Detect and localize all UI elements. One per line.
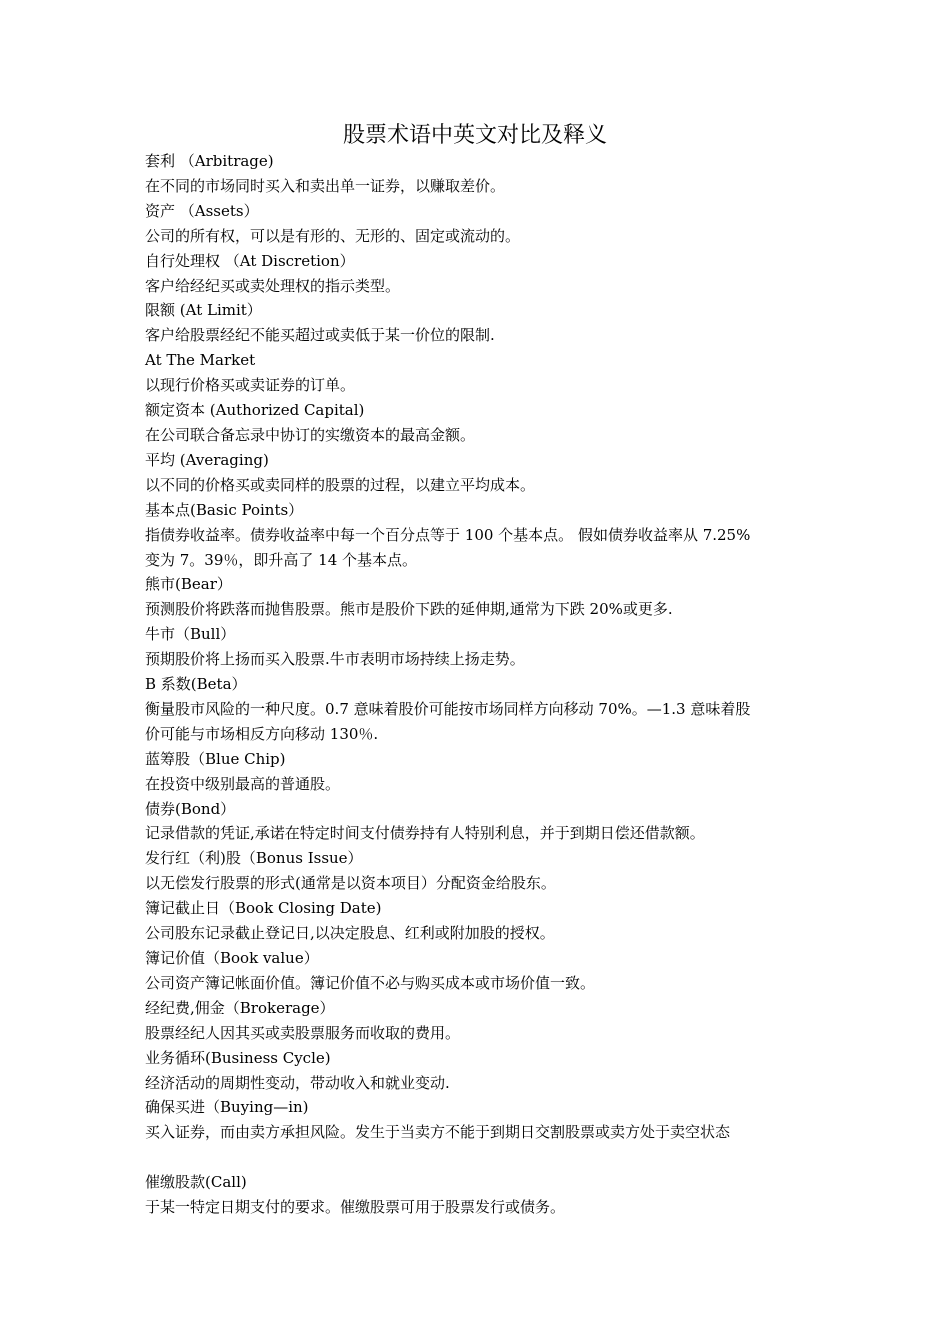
text-line: 牛市（Bull）	[145, 625, 236, 644]
text-line: 蓝筹股（Blue Chip)	[145, 749, 286, 768]
text-line: 确保买进（Buying—in)	[145, 1098, 309, 1117]
text-line: 预期股价将上扬而买入股票.牛市表明市场持续上扬走势。	[145, 650, 525, 669]
blank-line	[145, 1145, 810, 1170]
text-line: 客户给经纪买或卖处理权的指示类型。	[145, 276, 401, 295]
text-line: 指债券收益率。债券收益率中每一个百分点等于 100 个基本点。 假如债券收益率从 7.25%	[145, 525, 751, 544]
text-line: 衡量股市风险的一种尺度。0.7 意味着股价可能按市场同样方向移动 70%。—1.3 意味着股	[145, 699, 751, 718]
text-line: 限额 (At Limit）	[145, 301, 262, 320]
text-line: 在公司联合备忘录中协订的实缴资本的最高金额。	[145, 425, 476, 444]
text-line: 在投资中级别最高的普通股。	[145, 774, 341, 793]
text-line: 股票经纪人因其买或卖股票服务而收取的费用。	[145, 1023, 461, 1042]
text-line: 记录借款的凭证,承诺在特定时间支付债券持有人特别利息，并于到期日偿还借款额。	[145, 824, 705, 843]
text-line: 套利 （Arbitrage)	[145, 152, 274, 170]
text-line: 预测股价将跌落而抛售股票。熊市是股价下跌的延伸期,通常为下跌 20%或更多.	[145, 600, 673, 619]
text-line: 经济活动的周期性变动，带动收入和就业变动.	[145, 1073, 450, 1092]
text-line: 客户给股票经纪不能买超过或卖低于某一价位的限制.	[145, 326, 495, 345]
text-line: 业务循环(Business Cycle)	[145, 1048, 331, 1067]
text-line: At The Market	[145, 351, 256, 370]
text-line: 发行红（利)股（Bonus Issue）	[145, 849, 363, 868]
document-body	[145, 149, 810, 1220]
document-title: 股票术语中英文对比及释义	[342, 123, 607, 148]
text-line: 簿记价值（Book value）	[145, 949, 319, 967]
text-line: 经纪费,佣金（Brokerage）	[145, 998, 335, 1017]
text-line: 平均 (Averaging)	[145, 450, 269, 469]
text-line: 公司资产簿记帐面价值。簿记价值不必与购买成本或市场价值一致。	[145, 973, 596, 992]
text-line: 价可能与市场相反方向移动 130％.	[145, 724, 379, 743]
text-line: 以无偿发行股票的形式(通常是以资本项目）分配资金给股东。	[145, 874, 556, 893]
text-line: 于某一特定日期支付的要求。催缴股票可用于股票发行或债务。	[145, 1198, 566, 1217]
text-line: 自行处理权 （At Discretion）	[145, 251, 355, 270]
text-line: 以现行价格买或卖证券的订单。	[145, 376, 356, 395]
text-line: 基本点(Basic Points）	[145, 500, 304, 519]
text-line: 公司股东记录截止登记日,以决定股息、红利或附加股的授权。	[145, 924, 555, 943]
text-line: 额定资本 (Authorized Capital)	[145, 401, 365, 420]
text-line: 在不同的市场同时买入和卖出单一证券，以赚取差价。	[145, 176, 506, 195]
text-line: 债券(Bond）	[145, 799, 236, 818]
text-line: 以不同的价格买或卖同样的股票的过程，以建立平均成本。	[145, 475, 536, 494]
text-line: 变为 7。39％，即升高了 14 个基本点。	[145, 550, 418, 569]
text-line: 资产 （Assets）	[145, 201, 259, 220]
text-line: 熊市(Bear）	[145, 575, 232, 594]
text-line: 催缴股款(Call)	[145, 1173, 247, 1192]
text-line: 买入证券，而由卖方承担风险。发生于当卖方不能于到期日交割股票或卖方处于卖空状态	[145, 1123, 731, 1142]
text-line: 簿记截止日（Book Closing Date)	[145, 899, 382, 918]
text-line: B 系数(Beta）	[145, 675, 247, 694]
text-line: 公司的所有权，可以是有形的、无形的、固定或流动的。	[145, 226, 521, 245]
